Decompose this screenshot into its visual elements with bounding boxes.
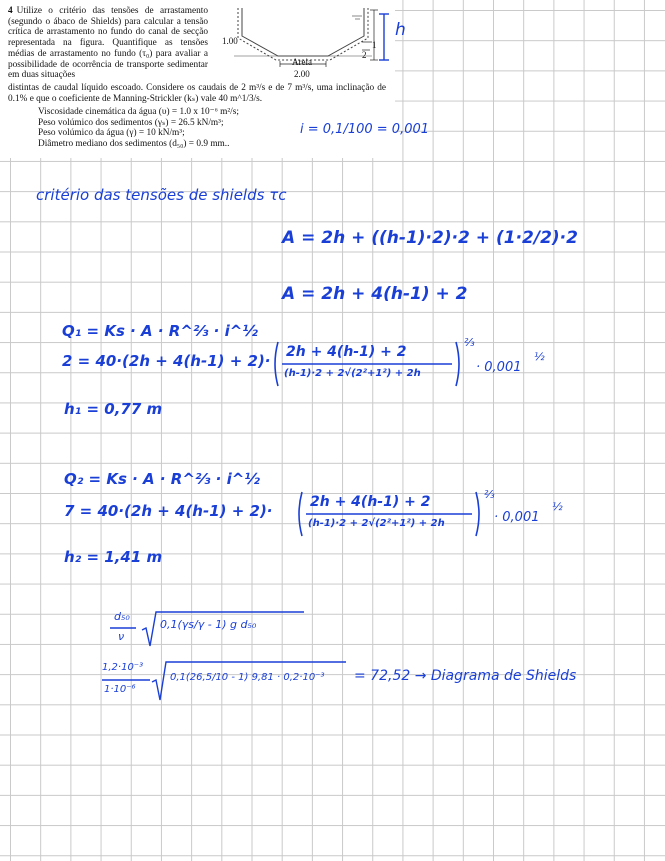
h2-result: h₂ = 1,41 m — [64, 548, 163, 566]
numeric-denominator: 1·10⁻⁶ — [104, 684, 136, 695]
q1-slope-exponent: ½ — [534, 350, 545, 363]
q1-slope-term: · 0,001 — [476, 360, 522, 375]
area-equation-1: A = 2h + ((h-1)·2)·2 + (1·2/2)·2 — [282, 228, 578, 248]
problem-text — [8, 6, 208, 81]
bed-material-label: Areia — [292, 57, 312, 67]
numeric-numerator: 1,2·10⁻³ — [102, 662, 144, 673]
q1-exponent: ⅔ — [464, 336, 475, 349]
q1-fraction — [272, 340, 462, 390]
grain-reynolds-expression — [108, 606, 308, 650]
channel-figure — [222, 4, 406, 84]
slope-vertical-label: 1 — [372, 40, 377, 50]
reynolds-denominator: ν — [118, 630, 125, 643]
q2-formula: Q₂ = Ks · A · R^⅔ · i^½ — [64, 470, 260, 488]
h1-result: h₁ = 0,77 m — [64, 400, 163, 418]
q2-slope-exponent: ½ — [552, 500, 563, 513]
q1-fraction-denominator: (h-1)·2 + 2√(2²+1²) + 2h — [284, 368, 421, 379]
q1-lhs: 2 = 40·(2h + 4(h-1) + 2)· — [62, 352, 271, 370]
problem-text-part2: distintas de caudal líquido escoado. Considere os caudais de 2 m³/s e de 7 m³/s, uma inclinação de 0.1% e que o coeficiente de Manning-Strickler (kₛ) vale 40 m^1/3/s. — [8, 83, 386, 104]
q2-fraction — [296, 490, 482, 540]
slope-horizontal-label: 2 — [362, 50, 367, 60]
reynolds-numerator: d₅₀ — [114, 610, 130, 623]
param-viscosity: Viscosidade cinemática da água (υ) = 1.0 x 10⁻⁶ m²/s; — [38, 107, 239, 117]
numeric-expression — [100, 656, 350, 704]
depth-symbol: h — [395, 20, 406, 40]
bed-width-label: 2.00 — [294, 69, 310, 79]
q2-fraction-numerator: 2h + 4(h-1) + 2 — [310, 494, 431, 510]
area-equation-2: A = 2h + 4(h-1) + 2 — [282, 284, 468, 304]
notes-title: critério das tensões de shields τc — [36, 186, 287, 204]
final-result: = 72,52 → Diagrama de Shields — [354, 668, 577, 684]
problem-number: 4 — [8, 6, 13, 16]
param-sediment-weight: Peso volúmico dos sedimentos (γₛ) = 26.5 kN/m³; — [38, 117, 224, 128]
q1-formula: Q₁ = Ks · A · R^⅔ · i^½ — [62, 322, 258, 340]
wall-height-label: 1.00 — [222, 36, 238, 46]
slope-calculation: i = 0,1/100 = 0,001 — [300, 122, 430, 137]
param-grain-diameter: Diâmetro mediano dos sedimentos (d₅₀) = 0.9 mm.. — [38, 138, 230, 149]
reynolds-root-term: 0,1(γs/γ - 1) g d₅₀ — [160, 618, 257, 631]
parameter-list — [38, 107, 278, 149]
numeric-root-term: 0,1(26,5/10 - 1) 9,81 · 0,2·10⁻³ — [170, 672, 325, 683]
q2-fraction-denominator: (h-1)·2 + 2√(2²+1²) + 2h — [308, 518, 445, 529]
q1-fraction-numerator: 2h + 4(h-1) + 2 — [286, 344, 407, 360]
q2-lhs: 7 = 40·(2h + 4(h-1) + 2)· — [64, 502, 273, 520]
q2-exponent: ⅔ — [484, 488, 495, 501]
param-water-weight: Peso volúmico da água (γ) = 10 kN/m³; — [38, 128, 185, 139]
problem-text-part1: Utilize o critério das tensões de arrastamento (segundo o ábaco de Shields) para calcular a tensão crítica de arrastamento no fundo do canal de secção representada na figura. Quantifique as tensões médias de arrastamento no fundo (τ₀) para avaliar a possibilidade de ocorrência de transporte sedimentar em duas situações — [8, 6, 208, 81]
q2-slope-term: · 0,001 — [494, 510, 540, 525]
